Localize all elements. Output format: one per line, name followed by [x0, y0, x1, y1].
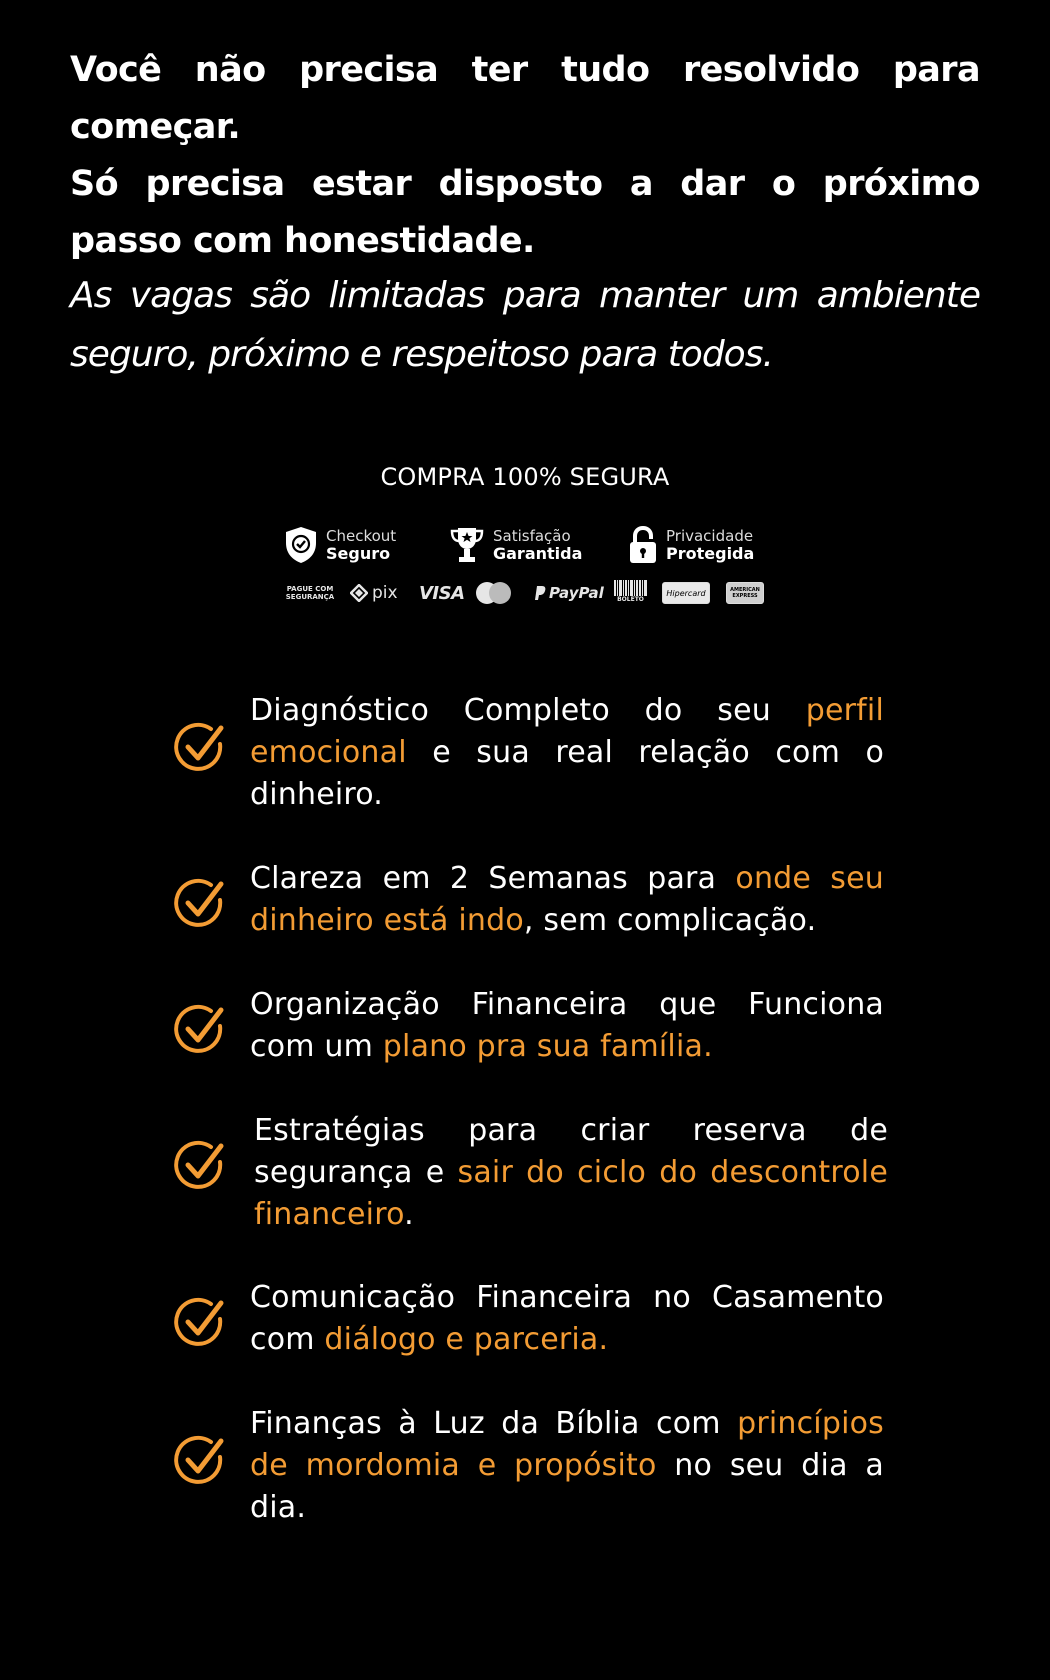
shield-check-icon — [284, 525, 318, 565]
hipercard-logo — [662, 580, 710, 606]
benefit-highlight: plano pra sua família. — [382, 1029, 713, 1064]
benefit-text-end: e sua real relação com o dinheiro. — [250, 735, 884, 812]
benefit-text — [250, 1403, 884, 1529]
visa-logo: VISA — [419, 582, 465, 604]
pix-icon — [350, 584, 368, 602]
padlock-icon — [628, 525, 658, 565]
benefit-text-start: Diagnóstico Completo do seu — [250, 693, 806, 728]
badge-privacidade-bottom: Protegida — [666, 544, 755, 563]
benefit-text-start: Finanças à Luz da Bíblia com — [250, 1406, 738, 1441]
benefit-text-end: , sem complicação. — [523, 903, 817, 938]
badge-privacidade-top: Privacidade — [666, 527, 754, 545]
benefit-text — [250, 858, 884, 942]
benefit-highlight: onde seu dinheiro está indo — [250, 861, 885, 938]
mastercard-circle-right — [489, 582, 511, 604]
badge-privacidade-protegida — [628, 522, 754, 568]
mastercard-logo — [476, 580, 511, 606]
boleto-label: BOLETO — [617, 596, 644, 603]
benefit-text — [250, 690, 884, 816]
check-circle-icon — [174, 1435, 226, 1487]
pix-label: pix — [372, 583, 398, 603]
benefit-text-start: Estratégias para criar reserva de segurança e — [254, 1113, 888, 1190]
badge-checkout-bottom: Seguro — [326, 544, 391, 563]
intro-block — [70, 42, 980, 270]
benefit-highlight: sair do ciclo do descontrole financeiro — [254, 1155, 888, 1232]
secure-purchase-label: COMPRA 100% SEGURA — [380, 463, 670, 491]
benefit-text — [254, 1110, 888, 1236]
benefit-text — [250, 1277, 884, 1361]
trophy-icon — [449, 525, 485, 565]
paypal-logo — [534, 580, 604, 606]
check-circle-icon — [174, 1297, 226, 1349]
boleto-logo — [614, 580, 647, 606]
benefit-text-end: no seu dia a dia. — [250, 1448, 884, 1525]
benefit-text-start: Organização Financeira que Funciona com um — [250, 987, 884, 1064]
amex-logo — [726, 580, 764, 606]
badge-checkout-seguro — [284, 522, 396, 568]
check-circle-icon — [174, 878, 226, 930]
pix-logo — [350, 580, 398, 606]
paypal-icon — [534, 585, 546, 601]
benefit-text-start: Clareza em 2 Semanas para — [250, 861, 736, 896]
check-circle-icon — [174, 1004, 226, 1056]
check-circle-icon — [174, 1140, 226, 1192]
benefit-text — [250, 984, 884, 1068]
badge-checkout-top: Checkout — [326, 527, 397, 545]
benefit-highlight: diálogo e parceria. — [324, 1322, 609, 1357]
benefit-highlight: perfil emocional — [250, 693, 884, 770]
benefit-text-start: Comunicação Financeira no Casamento com — [250, 1280, 884, 1357]
badge-satisfacao-garantida — [449, 522, 582, 568]
hipercard-label: Hipercard — [662, 582, 710, 604]
benefit-highlight: princípios de mordomia e propósito — [250, 1406, 884, 1483]
intro-line-1: Você não precisa ter tudo resolvido para começar. — [70, 50, 980, 147]
scarcity-text: As vagas são limitadas para manter um ambiente seguro, próximo e respeitoso para todos. — [70, 275, 980, 375]
pague-com-seguranca: PAGUE COM SEGURANÇA — [285, 585, 335, 601]
scarcity-note — [70, 266, 980, 384]
badge-satisfacao-top: Satisfação — [493, 527, 571, 545]
intro-line-2: Só precisa estar disposto a dar o próximo passo com honestidade. — [70, 164, 980, 261]
amex-label: AMERICAN EXPRESS — [726, 582, 764, 604]
payment-methods — [284, 580, 764, 606]
benefit-text-end: . — [404, 1197, 414, 1232]
paypal-label: PayPal — [549, 584, 604, 602]
trust-badges — [284, 522, 764, 570]
badge-satisfacao-bottom: Garantida — [493, 544, 583, 563]
check-circle-icon — [174, 722, 226, 774]
barcode-icon — [614, 580, 647, 596]
